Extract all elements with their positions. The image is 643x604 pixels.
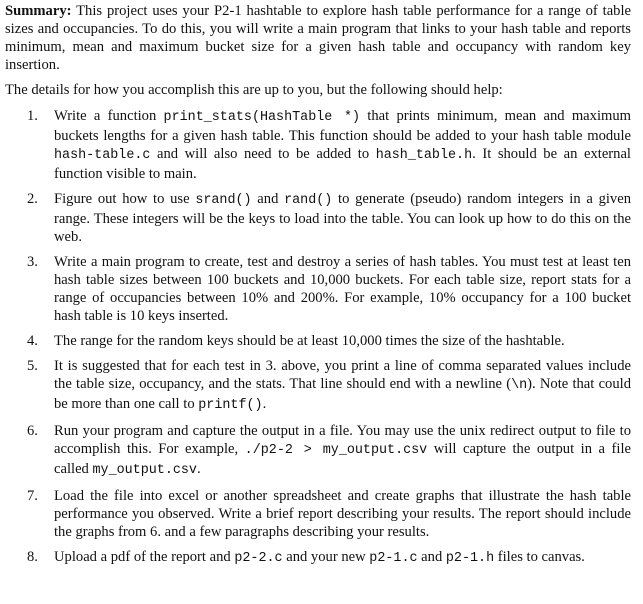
- code-snippet: \n: [511, 378, 528, 393]
- task-item-2: [5, 190, 631, 246]
- summary-paragraph: [5, 2, 631, 74]
- task-text: Figure out how to use: [54, 191, 196, 207]
- task-text: and: [417, 549, 446, 565]
- task-list: [5, 107, 631, 568]
- task-text: to generate (pseudo) random integers in a given range. These integers will be the keys to load into the table. You can look up how to do this on the web.: [54, 191, 631, 245]
- task-text: and your new: [282, 549, 370, 565]
- code-snippet: srand(): [195, 193, 252, 208]
- task-text: files to canvas.: [494, 549, 585, 565]
- task-text: Upload a pdf of the report and: [54, 549, 235, 565]
- code-snippet: print_stats(HashTable *): [163, 110, 361, 125]
- code-snippet: rand(): [284, 193, 333, 208]
- task-text: that prints minimum, mean and maximum buckets lengths for a given hash table. This function should be added to your hash table module: [54, 108, 632, 144]
- code-snippet: hash-table.c: [54, 148, 151, 163]
- task-item-6: [5, 422, 631, 480]
- code-snippet: my_output.csv: [92, 463, 197, 478]
- task-text: .: [196, 461, 201, 477]
- task-text: Write a function: [54, 108, 164, 124]
- task-number: 4.: [27, 333, 38, 349]
- task-text: Run your program and capture the output in a file. You may use the unix redirect output to file to accomplish this. For example,: [54, 423, 631, 457]
- task-text: . It should be an external function visible to main.: [54, 146, 631, 182]
- task-text: and will also need to be added to: [150, 146, 376, 162]
- task-text: Write a main program to create, test and destroy a series of hash tables. You must test at least ten hash table sizes between 100 buckets and 10,000 buckets. For each table size, report stats for a range of occupancies between 10% and 200%. For example, 10% occupancy for a 100 bucket hash table is 10 keys inserted.: [54, 254, 631, 324]
- task-number: 3.: [27, 254, 38, 270]
- task-item-1: [5, 107, 631, 183]
- task-text: and: [251, 191, 285, 207]
- task-number: 8.: [27, 549, 38, 565]
- task-text: Load the file into excel or another spreadsheet and create graphs that illustrate the hash table performance you observed. Write a brief report describing your results. The report should include the graphs from 6. and a few paragraphs describing your results.: [54, 488, 631, 540]
- task-text: The range for the random keys should be at least 10,000 times the size of the hashtable.: [54, 333, 565, 349]
- code-snippet: p2-1.c: [369, 551, 418, 566]
- task-number: 2.: [27, 191, 38, 207]
- task-item-5: [5, 357, 631, 415]
- task-text: will capture the output in a file called: [54, 441, 631, 477]
- task-number: 5.: [27, 358, 38, 374]
- assignment-document: [5, 2, 631, 575]
- task-text: .: [262, 396, 267, 412]
- code-snippet: hash_table.h: [375, 148, 473, 163]
- task-item-4: [5, 332, 631, 350]
- code-snippet: printf(): [198, 398, 263, 413]
- code-snippet: ./p2-2 > my_output.csv: [244, 443, 428, 458]
- intro-paragraph: The details for how you accomplish this are up to you, but the following should help:: [5, 82, 503, 98]
- task-number: 1.: [27, 108, 38, 124]
- task-number: 6.: [27, 423, 38, 439]
- task-number: 7.: [27, 488, 38, 504]
- code-snippet: p2-1.h: [445, 551, 495, 566]
- task-text: ). Note that could be more than one call to: [54, 376, 631, 412]
- task-item-7: [5, 487, 631, 541]
- task-item-8: [5, 548, 631, 568]
- summary-text: This project uses your P2-1 hashtable to explore hash table performance for a range of table sizes and occupancies. To do this, you will write a main program that links to your hash table and reports minimum, mean and maximum bucket size for a given hash table and occupancy with random key insertion.: [5, 3, 631, 73]
- code-snippet: p2-2.c: [234, 551, 283, 566]
- task-item-3: [5, 253, 631, 325]
- summary-label: Summary:: [5, 3, 72, 19]
- task-text: It is suggested that for each test in 3. above, you print a line of comma separated values include the table size, occupancy, and the stats. That line should end with a newline (: [54, 358, 631, 392]
